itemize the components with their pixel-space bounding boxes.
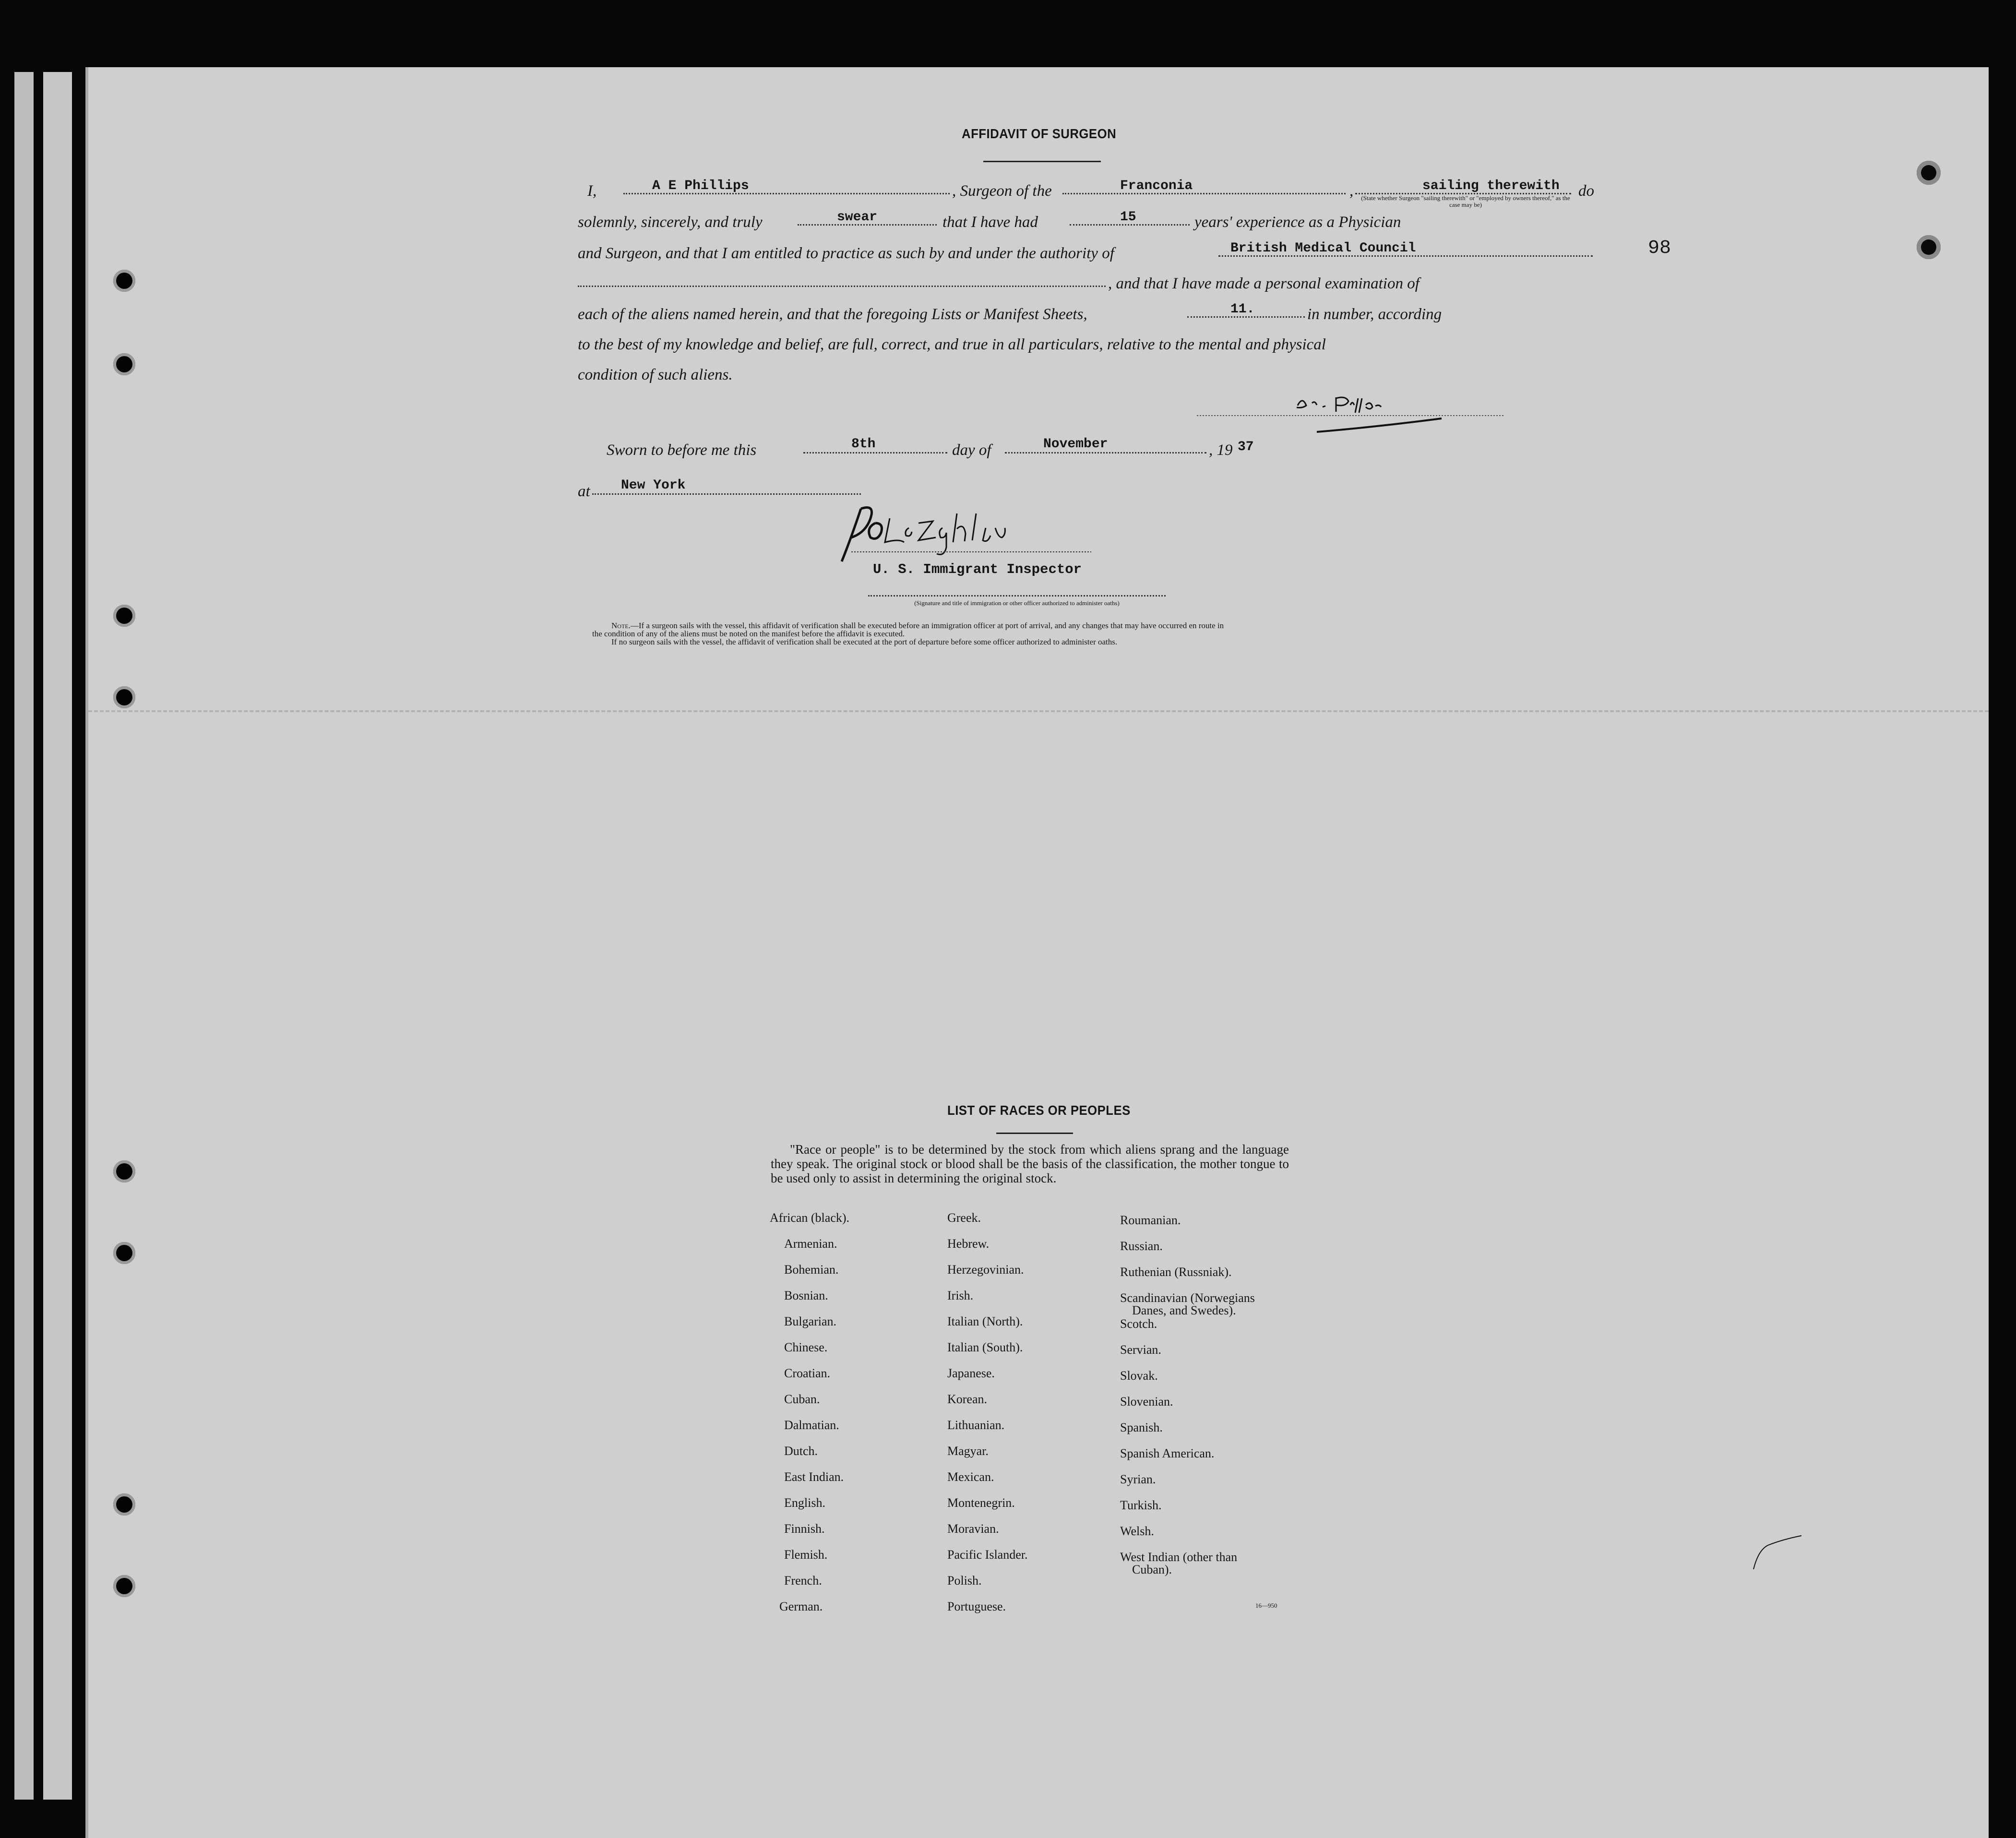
race-item: Greek. (947, 1211, 981, 1225)
binder-hole (1917, 235, 1941, 259)
page-number: 98 (1648, 238, 1671, 259)
race-item: Lithuanian. (947, 1418, 1005, 1432)
races-column-1 (770, 1212, 942, 1626)
note-line-1 (592, 621, 1590, 630)
sheets-count: 11. (1230, 302, 1255, 317)
binder-hole (113, 605, 135, 627)
race-item: Scotch. (1120, 1317, 1157, 1331)
oath-word: swear (837, 210, 878, 225)
note-label: Note. (611, 621, 631, 630)
race-item: Cuban. (784, 1392, 820, 1406)
race-item: Ruthenian (Russniak). (1120, 1265, 1232, 1279)
text-best-knowledge: to the best of my knowledge and belief, are full, correct, and true in all particulars, relative to the mental and physical (578, 336, 1326, 353)
sworn-place: New York (621, 478, 686, 493)
race-item: Spanish American. (1120, 1446, 1215, 1460)
race-item: Moravian. (947, 1522, 999, 1536)
text-solemnly: solemnly, sincerely, and truly (578, 214, 763, 231)
races-heading: LIST OF RACES OR PEOPLES (947, 1103, 1131, 1118)
text-and-surgeon: and Surgeon, and that I am entitled to practice as such by and under the authority of (578, 245, 1114, 262)
race-item: African (black). (770, 1211, 850, 1225)
affidavit-heading: AFFIDAVIT OF SURGEON (962, 126, 1117, 141)
text-sworn: Sworn to before me this (607, 442, 757, 459)
race-item: Montenegrin. (947, 1496, 1015, 1510)
note-block (592, 621, 1590, 646)
text-do: do (1578, 182, 1594, 200)
text-at: at (578, 483, 590, 500)
race-item: Servian. (1120, 1343, 1161, 1357)
sailing-note: (State whether Surgeon "sailing therewith" or "employed by owners thereof," as the case may be) (1361, 194, 1570, 208)
race-item: West Indian (other than (1120, 1550, 1238, 1564)
race-item: French. (784, 1574, 822, 1587)
race-item: Syrian. (1120, 1472, 1156, 1486)
text-surgeon-of: , Surgeon of the (952, 182, 1052, 200)
race-item: Welsh. (1120, 1524, 1154, 1538)
race-item: Italian (South). (947, 1340, 1023, 1354)
text-in-number: in number, according (1307, 306, 1442, 323)
note-line-2: the condition of any of the aliens must be noted on the manifest before the affidavit is executed. (592, 629, 905, 638)
place-field-line (592, 493, 861, 495)
text-years-experience: years' experience as a Physician (1194, 214, 1401, 231)
years-value: 15 (1120, 210, 1136, 225)
surgeon-name: A E Phillips (652, 179, 749, 193)
race-item: Korean. (947, 1392, 988, 1406)
binder-hole (113, 686, 135, 708)
races-heading-rule (996, 1133, 1073, 1134)
pen-mark (1749, 1531, 1806, 1574)
form-code: 16—950 (1255, 1602, 1277, 1609)
race-item: Hebrew. (947, 1237, 990, 1251)
note-text-1: —If a surgeon sails with the vessel, this affidavit of verification shall be executed before an immigration officer at port of arrival, and any changes that may have occurred en route in (630, 621, 1224, 630)
race-item: Bulgarian. (784, 1314, 837, 1328)
race-item: Turkish. (1120, 1498, 1162, 1512)
race-item: Scandinavian (Norwegians (1120, 1291, 1255, 1305)
races-column-2 (947, 1212, 1110, 1626)
text-condition: condition of such aliens. (578, 366, 733, 383)
race-item: Pacific Islander. (947, 1548, 1028, 1562)
authority-name: British Medical Council (1230, 241, 1416, 256)
authority-continuation-line (578, 286, 1106, 287)
race-item: Slovenian. (1120, 1395, 1173, 1408)
race-item: English. (784, 1496, 825, 1510)
race-item: Armenian. (784, 1237, 837, 1251)
binder-hole (113, 1575, 135, 1597)
text-comma: , (1349, 182, 1354, 200)
race-item: Russian. (1120, 1239, 1163, 1253)
race-item: Finnish. (784, 1522, 825, 1536)
sworn-month: November (1043, 437, 1108, 452)
vessel-field-line (1062, 193, 1346, 194)
document-page (85, 67, 1989, 1838)
race-item: Irish. (947, 1289, 974, 1302)
race-item: Danes, and Swedes). (1132, 1303, 1236, 1317)
race-item: Japanese. (947, 1366, 995, 1380)
sworn-year: 37 (1238, 440, 1254, 454)
left-edge-strip (43, 72, 72, 1800)
binder-hole (113, 1493, 135, 1516)
race-item: Bosnian. (784, 1289, 828, 1302)
race-item: Chinese. (784, 1340, 828, 1354)
day-field-line (803, 452, 947, 454)
race-item: Mexican. (947, 1470, 994, 1484)
race-item: German. (779, 1599, 823, 1613)
officer-caption-line (868, 595, 1166, 597)
note-line-3: If no surgeon sails with the vessel, the affidavit of verification shall be executed at the port of departure before some officer authorized to administer oaths. (611, 637, 1118, 646)
race-item: Dalmatian. (784, 1418, 839, 1432)
officer-signature (823, 499, 1091, 571)
race-item: Italian (North). (947, 1314, 1023, 1328)
left-edge-strip (14, 72, 34, 1800)
text-i: I, (587, 182, 597, 200)
race-item: Bohemian. (784, 1263, 839, 1277)
officer-title: U. S. Immigrant Inspector (873, 561, 1082, 577)
races-intro: "Race or people" is to be determined by the stock from which aliens sprang and the language they speak. The original stock or blood shall be the basis of the classification, the mother tongue to be used only to assist in determining the original stock. (771, 1142, 1289, 1185)
race-item: Portuguese. (947, 1599, 1006, 1613)
race-item: Slovak. (1120, 1369, 1158, 1383)
sailing-status: sailing therewith (1422, 179, 1560, 193)
race-item: Polish. (947, 1574, 982, 1587)
binder-hole (113, 270, 135, 292)
month-field-line (1005, 452, 1206, 454)
race-item: Croatian. (784, 1366, 831, 1380)
race-item: Spanish. (1120, 1420, 1163, 1434)
race-item: Roumanian. (1120, 1213, 1181, 1227)
heading-rule (983, 161, 1101, 162)
officer-caption: (Signature and title of immigration or other officer authorized to administer oaths) (914, 599, 1120, 607)
text-day-of: day of (952, 442, 991, 459)
race-item: Dutch. (784, 1444, 818, 1458)
vessel-name: Franconia (1120, 179, 1193, 193)
races-column-3 (1120, 1214, 1312, 1577)
text-examination: , and that I have made a personal examination of (1108, 275, 1420, 292)
surgeon-signature (1197, 384, 1504, 437)
binder-hole (113, 1242, 135, 1264)
text-have-had: that I have had (942, 214, 1038, 231)
binder-hole (1917, 161, 1941, 185)
race-item: Herzegovinian. (947, 1263, 1024, 1277)
text-each-alien: each of the aliens named herein, and that the foregoing Lists or Manifest Sheets, (578, 306, 1087, 323)
race-item: Cuban). (1132, 1563, 1172, 1576)
race-item: East Indian. (784, 1470, 844, 1484)
race-item: Flemish. (784, 1548, 828, 1562)
binder-hole (113, 353, 135, 375)
binder-hole (113, 1160, 135, 1182)
sworn-day: 8th (851, 437, 876, 452)
race-item: Magyar. (947, 1444, 989, 1458)
text-nineteen: , 19 (1209, 442, 1233, 459)
